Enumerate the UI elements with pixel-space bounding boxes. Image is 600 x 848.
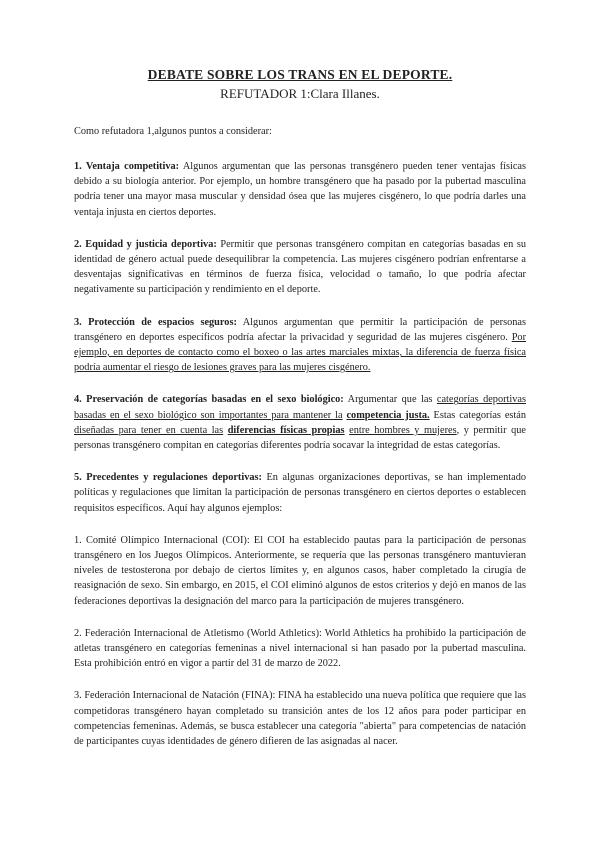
point-4-underline-c: diseñadas para tener en cuenta las — [74, 424, 224, 436]
point-5-heading: 5. Precedentes y regulaciones deportivas: — [74, 472, 262, 484]
point-2-heading: 2. Equidad y justicia deportiva: — [74, 238, 217, 250]
point-1-heading: 1. Ventaja competitiva: — [74, 161, 180, 172]
document-title: DEBATE SOBRE LOS TRANS EN EL DEPORTE. — [147, 67, 453, 82]
point-5-paragraph — [74, 470, 526, 516]
point-4-text-a: Argumentar que las — [343, 394, 437, 406]
intro-line: Como refutadora 1,algunos puntos a considerar: — [74, 126, 272, 137]
example-1-paragraph: 1. Comité Olímpico Internacional (COI): El COI ha establecido pautas para la participación de personas transgénero en los Juegos Olímpicos. Anteriormente, se requería que las personas transgénero mantuvieran niveles de testosterona por debajo de ciertos límites y, en algunos casos, haber completado la cirugía de reasignación de sexo. Sin embargo, en 2015, el COI eliminó algunos de estos criterios y dejó en manos de las federaciones deportivas la designación del marco para la participación de mujeres transgénero. — [74, 534, 526, 607]
point-4-underline-a: categorías deportivas basadas en el sexo biológico son importantes para mantener la — [74, 394, 526, 421]
point-3-paragraph — [74, 315, 526, 376]
point-3-underlined-text: Por ejemplo, en deportes de contacto como el boxeo o las artes marciales mixtas, la diferencia de fuerza física podría aumentar el riesgo de lesiones graves para las mujeres cisgénero. — [74, 331, 526, 374]
example-3-paragraph: 3. Federación Internacional de Natación (FINA): FINA ha establecido una nueva política que requiere que las competidoras transgénero hayan completado su transición antes de los 12 años para poder participar en competencias femeninas. Además, se busca establecer una categoría "abierta" para competencias de natación de participantes cuyas identidades de género difieren de las asignadas al nacer. — [74, 690, 526, 748]
point-2-paragraph — [74, 237, 526, 298]
point-1-text: Algunos argumentan que las personas transgénero pueden tener ventajas físicas debido a su biología anterior. Por ejemplo, un hombre transgénero que ha pasado por la pubertad masculina podría tener una mayor masa muscular y densidad ósea que las mujeres cisgénero, lo que podría darles una ventaja injusta en ciertos deportes. — [74, 161, 526, 218]
point-4-paragraph — [74, 392, 526, 453]
example-2-paragraph: 2. Federación Internacional de Atletismo (World Athletics): World Athletics ha prohibido la participación de atletas transgénero en categorías femeninas a nivel internacional si han pasado por la pubertad masculina. Esta prohibición entró en vigor a partir del 31 de marzo de 2022. — [74, 627, 526, 670]
point-4-heading: 4. Preservación de categorías basadas en el sexo biológico: — [74, 394, 344, 406]
point-3-heading: 3. Protección de espacios seguros: — [74, 316, 237, 328]
point-1-paragraph — [74, 159, 526, 220]
document-subtitle: REFUTADOR 1:Clara Illanes. — [220, 86, 380, 101]
point-3-text: Algunos argumentan que permitir la participación de personas transgénero en deportes específicos podría afectar la privacidad y seguridad de las mujeres cisgénero. — [74, 316, 526, 343]
point-4-text-c: Estas categorías están — [429, 409, 526, 421]
point-5-text: En algunas organizaciones deportivas, se han implementado políticas y regulaciones que limitan la participación de personas transgénero en ciertos deportes o establecen requisitos específicos. Aquí hay algunos ejemplos: — [74, 472, 526, 514]
point-4-underline-b: competencia justa. — [346, 409, 430, 421]
point-4-underline-d: diferencias físicas propias — [227, 424, 345, 436]
point-4-text-f: , y permitir que personas transgénero compitan en categorías diferentes podría socavar la integridad de estas categorías. — [74, 424, 527, 452]
point-4-underline-e: entre hombres y mujeres — [349, 424, 457, 436]
point-2-text: Permitir que personas transgénero compitan en categorías basadas en su identidad de género actual puede desequilibrar la competencia. Las mujeres cisgénero podrían enfrentarse a desventajas significativas en términos de fuerza física, velocidad o tamaño, lo que podría afectar negativamente su participación y rendimiento en el deporte. — [74, 238, 526, 296]
